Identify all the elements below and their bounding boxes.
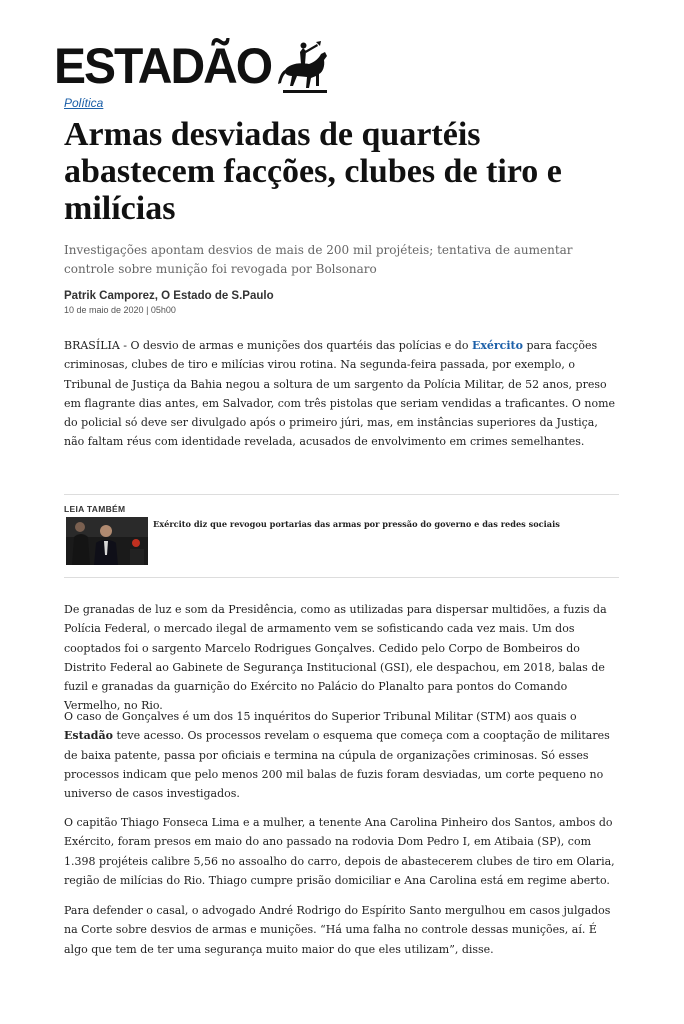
article-headline: Armas desviadas de quartéis abastecem facções, clubes de tiro e milícias: [64, 116, 562, 227]
paragraph-text: teve acesso. Os processos revelam o esquema que começa com a cooptação de militares de baixa patente, passa por oficiais e termina na cúpula de organizações criminosas. Só esses processos indicam que pelo menos 200 mil balas de fuzis foram desviadas, um corte pequeno no universo de casos investigados.: [64, 729, 610, 801]
article-paragraph-3: [64, 707, 620, 803]
paragraph-text: para facções criminosas, clubes de tiro e milícias virou rotina. Na segunda-feira passada, por exemplo, o Tribunal de Justiça da Bahia negou a soltura de um sargento da Polícia Militar, de 52 anos, preso em flagrante dias antes, em Salvador, com três pistolas que seriam vendidas a traficantes. O nome do policial só deve ser divulgado após o primeiro júri, mas, em instâncias superiores da Justiça, não faltam réus com identidade revelada, acusados de envolvimento em crimes semelhantes.: [64, 339, 616, 449]
horse-rider-icon: [275, 40, 333, 98]
paragraph-text: O caso de Gonçalves é um dos 15 inquéritos do Superior Tribunal Militar (STM) aos quais o: [64, 710, 577, 723]
article-paragraph-1: [64, 336, 620, 452]
related-article-title-link[interactable]: Exército diz que revogou portarias das armas por pressão do governo e das redes sociais: [153, 519, 560, 529]
estadao-logo[interactable]: [54, 38, 333, 102]
article-subhead: Investigações apontam desvios de mais de 200 mil projéteis; tentativa de aumentar controle sobre munição foi revogada por Bolsonaro: [64, 243, 573, 276]
logo-wordmark: ESTADÃO: [54, 38, 272, 95]
article-paragraph-5: Para defender o casal, o advogado André Rodrigo do Espírito Santo mergulhou em casos julgados na Corte sobre desvios de armas e munições. “Há uma falha no controle dessas munições, aí. É algo que tem de ter uma segurança muito maior do que eles utilizam”, disse.: [64, 904, 611, 956]
article-paragraph-4: O capitão Thiago Fonseca Lima e a mulher, a tenente Ana Carolina Pinheiro dos Santos, ambos do Exército, foram presos em maio do ano passado na rodovia Dom Pedro I, em Atibaia (SP), com 1.398 projéteis calibre 5,56 no assoalho do carro, depois de abastecerem clubes de tiro em Olaria, região de milícias do Rio. Thiago cumpre prisão domiciliar e Ana Carolina está em regime aberto.: [64, 816, 615, 887]
related-article-thumbnail[interactable]: [66, 517, 148, 565]
article-paragraph-2: De granadas de luz e som da Presidência, como as utilizadas para dispersar multidões, a fuzis da Polícia Federal, o mercado ilegal de armamento vem se sofisticando cada vez mais. Um dos cooptados foi o sargento Marcelo Rodrigues Gonçalves. Cedido pelo Corpo de Bombeiros do Distrito Federal ao Gabinete de Segurança Institucional (GSI), ele despachou, em 2018, balas de fuzil e granadas da guarnição do Exército no Palácio do Planalto para pontos do Comando Vermelho, no Rio.: [64, 603, 607, 713]
article-byline: Patrik Camporez, O Estado de S.Paulo: [64, 290, 274, 302]
exercito-link[interactable]: Exército: [471, 339, 523, 352]
section-link-politica[interactable]: Política: [64, 96, 104, 110]
thumbnail-photo: [66, 517, 148, 565]
estadao-mention: Estadão: [64, 729, 113, 743]
related-article-box: [64, 494, 619, 578]
article-date: 10 de maio de 2020 | 05h00: [64, 305, 176, 315]
paragraph-text: BRASÍLIA - O desvio de armas e munições dos quartéis das polícias e do: [64, 339, 472, 352]
related-label: LEIA TAMBÉM: [64, 504, 126, 514]
